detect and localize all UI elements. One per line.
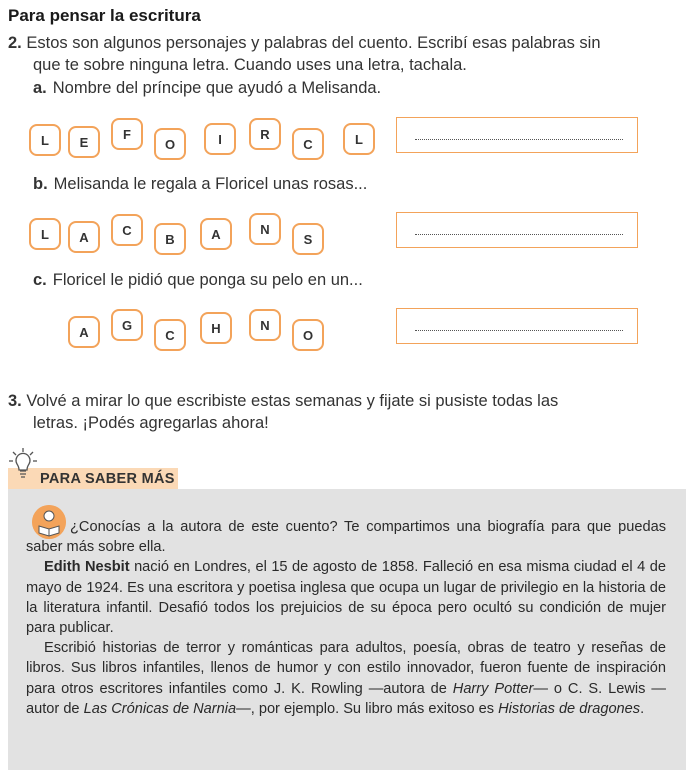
paragraph-1-text: nació en Londres, el 15 de agosto de 1858. Falleció en esa misma ciudad el 4 de mayo de 1924. Es una escritora y poetisa inglesa que ocupa un lugar de privilegio en la historia de la literatura infantil. Desafió todos los prejuicios de su época pero ocultó su condición de mujer para publicar. bbox=[26, 559, 666, 637]
item-b bbox=[33, 175, 367, 194]
question-text-line2: que te sobre ninguna letra. Cuando uses una letra, tachala. bbox=[33, 56, 467, 74]
item-text: Nombre del príncipe que ayudó a Melisanda. bbox=[52, 79, 382, 97]
item-a bbox=[33, 79, 381, 98]
paragraph-1 bbox=[26, 557, 666, 638]
letter-tile[interactable]: E bbox=[68, 126, 100, 158]
letter-tile[interactable]: C bbox=[154, 319, 186, 351]
answer-box-c[interactable] bbox=[396, 308, 638, 344]
letter-tile[interactable]: C bbox=[292, 128, 324, 160]
question-text-line2: letras. ¡Podés agregarlas ahora! bbox=[33, 414, 269, 432]
item-letter: b. bbox=[33, 175, 48, 193]
question-number: 3. bbox=[8, 392, 22, 410]
book-title: Historias de dragones bbox=[498, 700, 641, 717]
question-text: Estos son algunos personajes y palabras del cuento. Escribí esas palabras sin bbox=[26, 34, 601, 52]
book-title: Las Crónicas de Narnia bbox=[83, 700, 237, 717]
answer-box-b[interactable] bbox=[396, 212, 638, 248]
letter-tile[interactable]: I bbox=[204, 123, 236, 155]
question-number: 2. bbox=[8, 34, 22, 52]
question-text: Volvé a mirar lo que escribiste estas semanas y fijate si pusiste todas las bbox=[26, 392, 559, 410]
paragraph-2-text: —, por ejemplo. Su libro más exitoso es bbox=[236, 700, 499, 717]
letter-tile[interactable]: O bbox=[292, 319, 324, 351]
item-text: Floricel le pidió que ponga su pelo en un... bbox=[52, 271, 363, 289]
letter-tile[interactable]: H bbox=[200, 312, 232, 344]
letter-tile[interactable]: R bbox=[249, 118, 281, 150]
paragraph-2-text: . bbox=[640, 700, 645, 717]
letter-tile[interactable]: A bbox=[68, 316, 100, 348]
lightbulb-icon bbox=[8, 446, 38, 486]
paragraph-2-text: Escribió historias de terror y románticas para adultos, poesía, obras de teatro y reseñas de libros. Sus libros infantiles, llenos de humor y con estilo innovador, fueron fuente de inspiración para otros escritores infantiles como J. K. Rowling —autora de bbox=[26, 640, 666, 697]
letter-tile[interactable]: A bbox=[200, 218, 232, 250]
item-c bbox=[33, 271, 363, 290]
letter-tile[interactable]: F bbox=[111, 118, 143, 150]
letter-tile[interactable]: L bbox=[343, 123, 375, 155]
section-label: PARA SABER MÁS bbox=[40, 471, 175, 487]
paragraph-2 bbox=[26, 638, 666, 719]
question-2 bbox=[8, 32, 688, 76]
letter-tile[interactable]: N bbox=[249, 213, 281, 245]
section-title: Para pensar la escritura bbox=[8, 6, 201, 25]
answer-box-a[interactable] bbox=[396, 117, 638, 153]
author-name: Edith Nesbit bbox=[44, 559, 130, 576]
letter-tile[interactable]: O bbox=[154, 128, 186, 160]
item-letter: c. bbox=[33, 271, 47, 289]
book-title: Harry Potter bbox=[452, 680, 534, 697]
letter-tile[interactable]: A bbox=[68, 221, 100, 253]
letter-tile[interactable]: G bbox=[111, 309, 143, 341]
letter-tile[interactable]: L bbox=[29, 218, 61, 250]
letter-tile[interactable]: B bbox=[154, 223, 186, 255]
letter-tile[interactable]: S bbox=[292, 223, 324, 255]
letter-tile[interactable]: C bbox=[111, 214, 143, 246]
item-letter: a. bbox=[33, 79, 47, 97]
biography bbox=[26, 517, 666, 719]
letter-tile[interactable]: L bbox=[29, 124, 61, 156]
item-text: Melisanda le regala a Floricel unas rosas... bbox=[53, 175, 368, 193]
question-3 bbox=[8, 390, 684, 434]
paragraph-2-text: — o C. S. Lewis —autor de bbox=[26, 680, 666, 717]
letter-tile[interactable]: N bbox=[249, 309, 281, 341]
intro-paragraph: ¿Conocías a la autora de este cuento? Te compartimos una biografía para que puedas saber más sobre ella. bbox=[26, 519, 666, 556]
